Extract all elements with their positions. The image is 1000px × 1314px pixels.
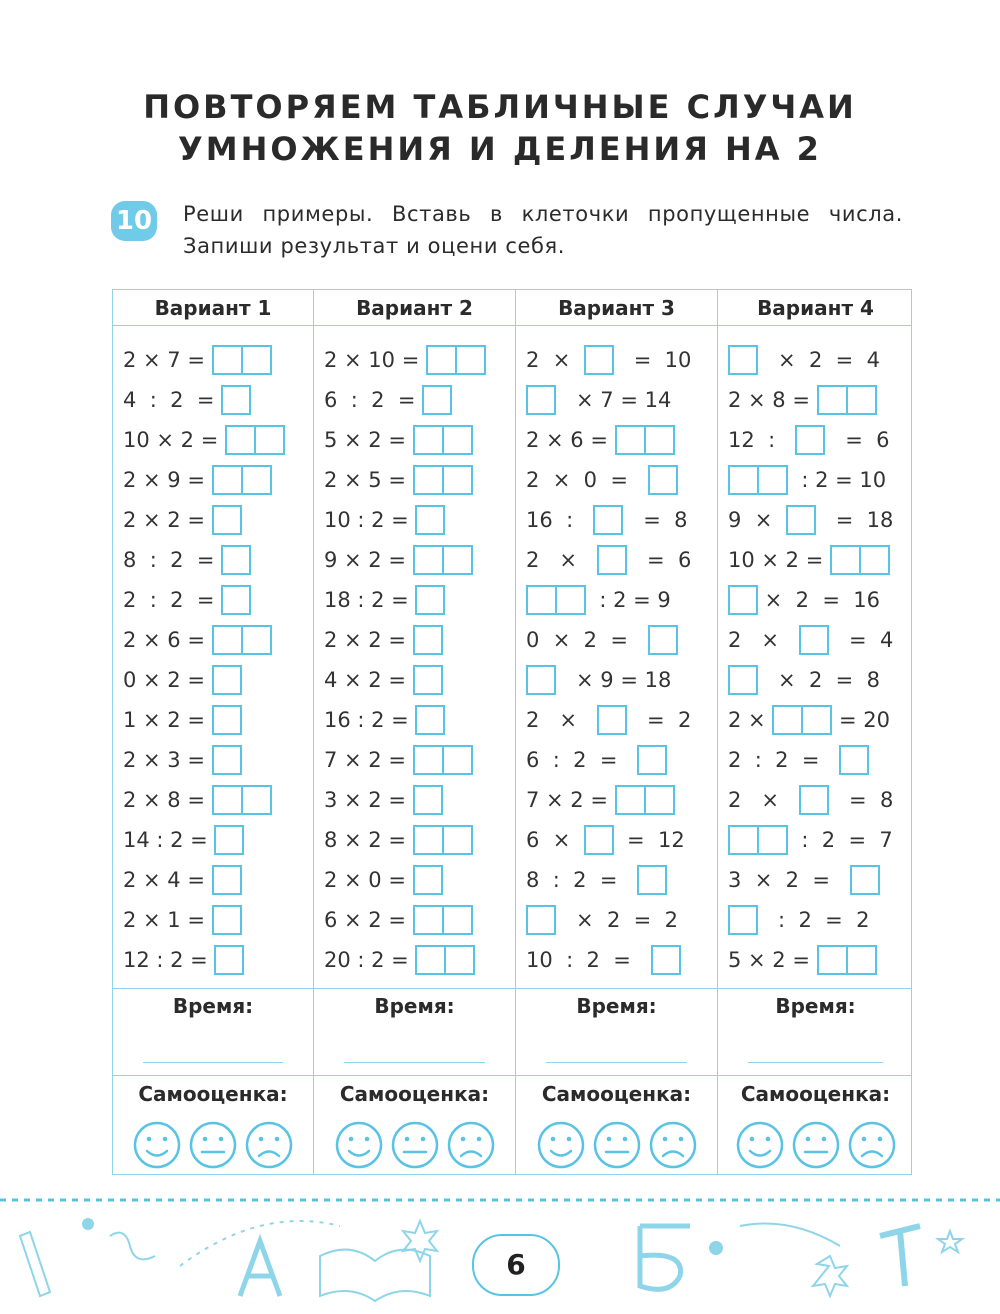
equation-text: 8 : 2 = (123, 548, 222, 572)
equation-row (123, 783, 272, 817)
variant-title: Вариант 2 (356, 296, 473, 320)
time-label: Время: (172, 994, 254, 1018)
equation-text: 3 × 2 = (324, 788, 413, 812)
answer-box[interactable] (839, 745, 869, 775)
answer-box[interactable] (422, 385, 452, 415)
answer-box[interactable] (817, 385, 877, 415)
self-assessment-label: Самооценка: (541, 1082, 692, 1106)
happy-face-icon[interactable] (334, 1120, 384, 1170)
answer-box[interactable] (225, 425, 285, 455)
exercise-grid (112, 289, 912, 1175)
equation-row (526, 823, 685, 857)
equation-text: 2 × 9 = (123, 468, 212, 492)
instruction-line-2: Запиши результат и оцени себя. (183, 234, 566, 258)
answer-box[interactable] (799, 625, 829, 655)
equation-text: = 8 (829, 788, 894, 812)
equation-row (728, 783, 893, 817)
answer-box[interactable] (850, 865, 880, 895)
answer-box[interactable] (221, 545, 251, 575)
answer-box[interactable] (728, 345, 758, 375)
variant-column-4 (718, 290, 913, 1174)
equation-row (123, 823, 244, 857)
equation-row (526, 623, 678, 657)
equation-text: 0 × 2 = (123, 668, 212, 692)
page-title-line-1: ПОВТОРЯЕМ ТАБЛИЧНЫЕ СЛУЧАИ (143, 88, 857, 126)
self-assessment-smileys (516, 1120, 717, 1170)
answer-box[interactable] (651, 945, 681, 975)
equation-row (324, 863, 443, 897)
equation-row (526, 743, 667, 777)
equation-text: 16 : 2 = (324, 708, 416, 732)
self-assessment-label: Самооценка: (138, 1082, 288, 1106)
equation-text: 2 × 5 = (324, 468, 413, 492)
equation-row (324, 463, 473, 497)
answer-box[interactable] (615, 425, 675, 455)
equation-text: 2 × 7 = (123, 348, 212, 372)
answer-box[interactable] (413, 905, 473, 935)
equation-row (123, 463, 272, 497)
self-assessment-smileys (718, 1120, 913, 1170)
self-assessment-smileys (113, 1120, 313, 1170)
sad-face-icon[interactable] (244, 1120, 294, 1170)
equation-text: 2 × 0 = (324, 868, 413, 892)
variant-column-2 (314, 290, 515, 1174)
answer-box[interactable] (648, 465, 678, 495)
variant-title: Вариант 4 (757, 296, 874, 320)
answer-box[interactable] (597, 545, 627, 575)
equation-row (324, 383, 452, 417)
equation-row (324, 783, 443, 817)
equation-row (526, 783, 675, 817)
equation-text: 14 : 2 = (123, 828, 215, 852)
sad-face-icon[interactable] (847, 1120, 897, 1170)
answer-box[interactable] (648, 625, 678, 655)
answer-box[interactable] (221, 385, 251, 415)
equation-text: 9 × 2 = (324, 548, 413, 572)
answer-box[interactable] (415, 585, 445, 615)
equation-row (526, 423, 675, 457)
equation-row (728, 463, 886, 497)
answer-box[interactable] (728, 465, 788, 495)
neutral-face-icon[interactable] (592, 1120, 642, 1170)
equation-text: = 12 (613, 828, 685, 852)
answer-box[interactable] (214, 945, 244, 975)
equation-text: 2 × (728, 788, 800, 812)
answer-box[interactable] (413, 665, 443, 695)
time-answer-line[interactable] (546, 1062, 687, 1063)
answer-box[interactable] (637, 745, 667, 775)
equation-row (324, 823, 473, 857)
equation-row (526, 703, 691, 737)
equation-text: 10 × 2 = (728, 548, 830, 572)
answer-box[interactable] (526, 665, 556, 695)
equation-text: = 18 (815, 508, 894, 532)
equation-text: × 2 = 8 (758, 668, 880, 692)
exercise-number-badge: 10 (111, 201, 157, 241)
equation-row (324, 703, 445, 737)
equation-row (123, 503, 242, 537)
equation-row (123, 863, 242, 897)
equation-row (526, 543, 691, 577)
equation-text: 2 × (728, 708, 773, 732)
equation-text: 9 × (728, 508, 786, 532)
equation-text: 10 × 2 = (123, 428, 225, 452)
dot-icon (83, 1219, 93, 1229)
equation-text: 2 × 1 = (123, 908, 212, 932)
equation-row (526, 903, 678, 937)
time-answer-line[interactable] (143, 1062, 283, 1063)
answer-box[interactable] (212, 665, 242, 695)
time-answer-line[interactable] (748, 1062, 883, 1063)
answer-box[interactable] (526, 905, 556, 935)
equation-row (728, 663, 880, 697)
equation-text: 6 : 2 = (526, 748, 638, 772)
equation-row (728, 503, 893, 537)
equation-text: = 20 (832, 708, 890, 732)
answer-box[interactable] (728, 585, 758, 615)
answer-box[interactable] (413, 625, 443, 655)
equation-text: 2 × 8 = (123, 788, 212, 812)
answer-box[interactable] (212, 745, 242, 775)
time-label: Время: (775, 994, 856, 1018)
equation-row (324, 663, 443, 697)
answer-box[interactable] (413, 545, 473, 575)
equation-text: : 2 = 7 (788, 828, 893, 852)
page-title-line-2: УМНОЖЕНИЯ И ДЕЛЕНИЯ НА 2 (178, 130, 822, 168)
equation-row (324, 543, 473, 577)
equation-text: 12 : (728, 428, 796, 452)
answer-box[interactable] (728, 665, 758, 695)
self-assessment-label: Самооценка: (740, 1082, 891, 1106)
equation-text: 2 × 4 = (123, 868, 212, 892)
answer-box[interactable] (212, 865, 242, 895)
equation-row (324, 503, 445, 537)
equation-text: 2 × 2 = (324, 628, 413, 652)
equation-row (728, 703, 890, 737)
equation-text: 10 : 2 = (526, 948, 651, 972)
equation-row (526, 583, 671, 617)
equation-text: 7 × 2 = (324, 748, 413, 772)
equation-text: 5 × 2 = (728, 948, 817, 972)
equation-row (728, 943, 877, 977)
equation-text: : 2 = 9 (586, 588, 671, 612)
equation-text: 10 : 2 = (324, 508, 416, 532)
equation-text: 8 × 2 = (324, 828, 413, 852)
sad-face-icon[interactable] (648, 1120, 698, 1170)
equation-row (123, 583, 251, 617)
answer-box[interactable] (415, 945, 475, 975)
answer-box[interactable] (728, 825, 788, 855)
equation-text: 2 : 2 = (123, 588, 222, 612)
equation-text: 3 × 2 = (728, 868, 850, 892)
answer-box[interactable] (526, 585, 586, 615)
equation-text: 2 × 2 = (123, 508, 212, 532)
answer-box[interactable] (799, 785, 829, 815)
equation-text: 2 × (526, 548, 598, 572)
happy-face-icon[interactable] (735, 1120, 785, 1170)
equation-text: 2 : 2 = (728, 748, 840, 772)
equation-row (728, 343, 880, 377)
equation-text: 20 : 2 = (324, 948, 416, 972)
equation-row (123, 343, 272, 377)
answer-box[interactable] (221, 585, 251, 615)
answer-box[interactable] (426, 345, 486, 375)
answer-box[interactable] (584, 345, 614, 375)
equation-text: 1 × 2 = (123, 708, 212, 732)
equation-row (526, 863, 667, 897)
answer-box[interactable] (593, 505, 623, 535)
equation-row (526, 383, 671, 417)
answer-box[interactable] (415, 505, 445, 535)
equation-text: 4 : 2 = (123, 388, 222, 412)
equation-text: : 2 = 10 (788, 468, 887, 492)
answer-box[interactable] (212, 625, 272, 655)
equation-row (728, 583, 880, 617)
answer-box[interactable] (413, 785, 443, 815)
equation-row (324, 343, 486, 377)
equation-text: = 10 (613, 348, 692, 372)
time-label: Время: (576, 994, 657, 1018)
equation-row (728, 383, 877, 417)
sad-face-icon[interactable] (446, 1120, 496, 1170)
equation-row (123, 623, 272, 657)
equation-text: = 8 (623, 508, 688, 532)
equation-text: 2 × (728, 628, 800, 652)
page-number: 6 (472, 1234, 560, 1296)
equation-row (324, 623, 443, 657)
answer-box[interactable] (212, 345, 272, 375)
equation-row (728, 903, 869, 937)
equation-text: × 7 = 14 (556, 388, 672, 412)
equation-text: = 2 (627, 708, 692, 732)
equation-text: 2 × 8 = (728, 388, 817, 412)
equation-row (526, 503, 688, 537)
equation-text: 7 × 2 = (526, 788, 615, 812)
equation-text: 2 × 6 = (526, 428, 615, 452)
answer-box[interactable] (212, 705, 242, 735)
time-answer-line[interactable] (344, 1062, 485, 1063)
equation-text: 12 : 2 = (123, 948, 215, 972)
equation-text: × 2 = 16 (758, 588, 881, 612)
answer-box[interactable] (584, 825, 614, 855)
answer-box[interactable] (772, 705, 832, 735)
equation-text: × 9 = 18 (556, 668, 672, 692)
neutral-face-icon[interactable] (188, 1120, 238, 1170)
equation-row (728, 863, 880, 897)
equation-row (526, 463, 678, 497)
equation-text: 2 × (526, 348, 584, 372)
variant-title: Вариант 1 (154, 296, 272, 320)
equation-row (324, 583, 445, 617)
exercise-instruction (183, 198, 903, 262)
equation-row (526, 943, 681, 977)
answer-box[interactable] (786, 505, 816, 535)
answer-box[interactable] (728, 905, 758, 935)
neutral-face-icon[interactable] (791, 1120, 841, 1170)
equation-text: × 2 = 2 (556, 908, 678, 932)
variant-title: Вариант 3 (558, 296, 675, 320)
answer-box[interactable] (413, 825, 473, 855)
answer-box[interactable] (413, 465, 473, 495)
variant-column-1 (113, 290, 313, 1174)
equation-text: 18 : 2 = (324, 588, 416, 612)
answer-box[interactable] (795, 425, 825, 455)
answer-box[interactable] (526, 385, 556, 415)
equation-text: : 2 = 2 (758, 908, 870, 932)
equation-row (123, 943, 244, 977)
equation-row (123, 423, 285, 457)
equation-text: = 6 (627, 548, 692, 572)
equation-text: 6 × (526, 828, 584, 852)
equation-text: 2 × 6 = (123, 628, 212, 652)
answer-box[interactable] (413, 425, 473, 455)
answer-box[interactable] (212, 905, 242, 935)
equation-text: 2 × (526, 708, 598, 732)
equation-row (728, 743, 869, 777)
equation-row (728, 423, 890, 457)
answer-box[interactable] (415, 705, 445, 735)
equation-row (324, 743, 473, 777)
dot-icon (710, 1242, 722, 1254)
answer-box[interactable] (413, 865, 443, 895)
equation-text: = 6 (825, 428, 890, 452)
equation-row (526, 343, 691, 377)
equation-text: 6 : 2 = (324, 388, 423, 412)
equation-row (123, 663, 242, 697)
neutral-face-icon[interactable] (390, 1120, 440, 1170)
equation-row (123, 383, 251, 417)
equation-text: 2 × 0 = (526, 468, 648, 492)
answer-box[interactable] (212, 465, 272, 495)
equation-row (324, 903, 473, 937)
happy-face-icon[interactable] (536, 1120, 586, 1170)
answer-box[interactable] (413, 745, 473, 775)
equation-row (324, 943, 475, 977)
answer-box[interactable] (637, 865, 667, 895)
equation-row (123, 703, 242, 737)
answer-box[interactable] (212, 505, 242, 535)
answer-box[interactable] (830, 545, 890, 575)
equation-row (324, 423, 473, 457)
instruction-line-1: Реши примеры. Вставь в клеточки пропущенные числа. (183, 202, 903, 226)
equation-text: 8 : 2 = (526, 868, 638, 892)
equation-row (526, 663, 671, 697)
equation-row (728, 623, 893, 657)
equation-row (728, 543, 890, 577)
equation-text: 0 × 2 = (526, 628, 648, 652)
equation-text: 2 × 3 = (123, 748, 212, 772)
equation-text: 2 × 10 = (324, 348, 426, 372)
self-assessment-label: Самооценка: (339, 1082, 490, 1106)
equation-text: 6 × 2 = (324, 908, 413, 932)
self-assessment-smileys (314, 1120, 515, 1170)
answer-box[interactable] (597, 705, 627, 735)
equation-row (123, 903, 242, 937)
answer-box[interactable] (212, 785, 272, 815)
equation-row (123, 743, 242, 777)
equation-text: × 2 = 4 (758, 348, 880, 372)
equation-text: 16 : (526, 508, 594, 532)
answer-box[interactable] (817, 945, 877, 975)
equation-text: 4 × 2 = (324, 668, 413, 692)
equation-row (123, 543, 251, 577)
happy-face-icon[interactable] (132, 1120, 182, 1170)
equation-row (728, 823, 893, 857)
equation-text: = 4 (829, 628, 894, 652)
answer-box[interactable] (615, 785, 675, 815)
variant-column-3 (516, 290, 717, 1174)
answer-box[interactable] (214, 825, 244, 855)
equation-text: 5 × 2 = (324, 428, 413, 452)
time-label: Время: (374, 994, 455, 1018)
